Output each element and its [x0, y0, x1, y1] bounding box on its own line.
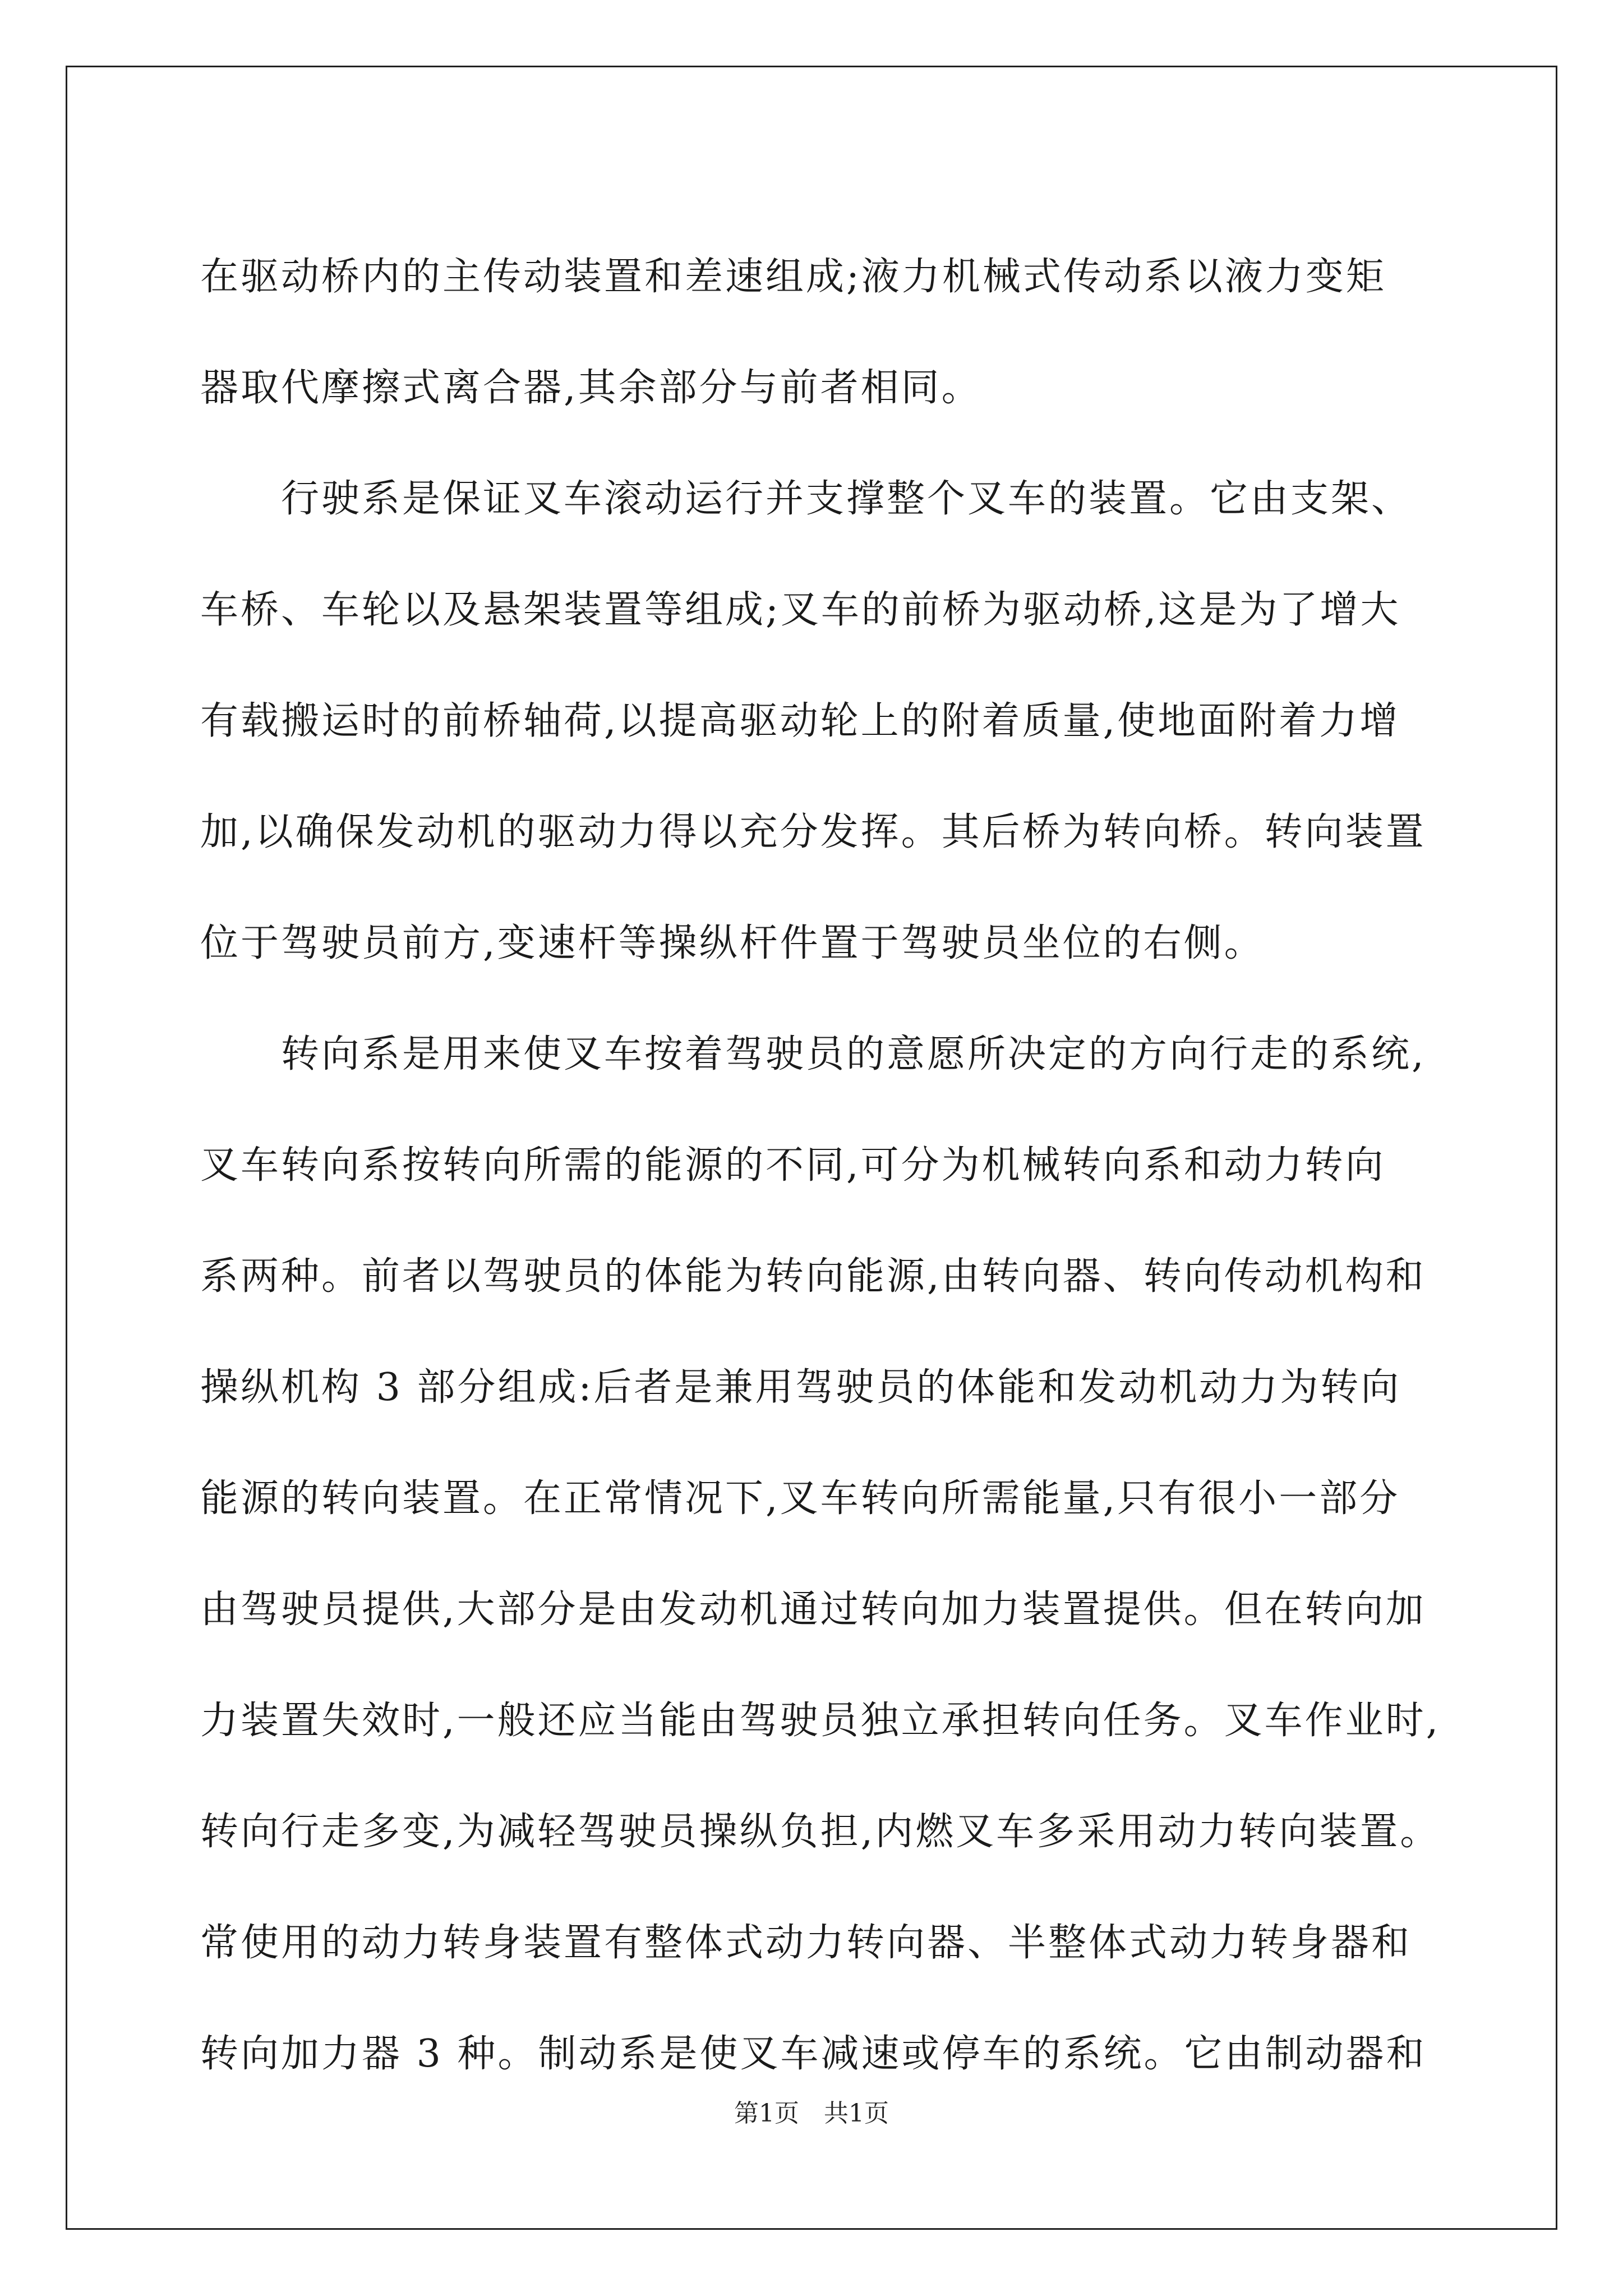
text-line: 转向加力器 3 种。制动系是使叉车减速或停车的系统。它由制动器和 — [200, 2032, 1427, 2076]
text-line: 转向行走多变,为减轻驾驶员操纵负担,内燃叉车多采用动力转向装置。 — [200, 1810, 1441, 1854]
text-line: 位于驾驶员前方,变速杆等操纵杆件置于驾驶员坐位的右侧。 — [200, 921, 1265, 965]
text-line: 叉车转向系按转向所需的能源的不同,可分为机械转向系和动力转向 — [200, 1143, 1386, 1188]
body-text — [200, 222, 1441, 2110]
text-line: 力装置失效时,一般还应当能由驾驶员独立承担转向任务。叉车作业时, — [200, 1699, 1441, 1743]
text-line: 加,以确保发动机的驱动力得以充分发挥。其后桥为转向桥。转向装置 — [200, 810, 1426, 854]
text-line: 车桥、车轮以及悬架装置等组成;叉车的前桥为驱动桥,这是为了增大 — [200, 588, 1401, 632]
text-line: 由驾驶员提供,大部分是由发动机通过转向加力装置提供。但在转向加 — [200, 1588, 1426, 1632]
text-line: 器取代摩擦式离合器,其余部分与前者相同。 — [200, 366, 982, 410]
page-number: 第1页 共1页 — [734, 2099, 889, 2128]
text-line: 系两种。前者以驾驶员的体能为转向能源,由转向器、转向传动机构和 — [200, 1254, 1426, 1299]
text-line: 行驶系是保证叉车滚动运行并支撑整个叉车的装置。它由支架、 — [200, 477, 1412, 521]
text-line: 能源的转向装置。在正常情况下,叉车转向所需能量,只有很小一部分 — [200, 1476, 1400, 1521]
text-line: 操纵机构 3 部分组成:后者是兼用驾驶员的体能和发动机动力为转向 — [200, 1365, 1401, 1410]
text-line: 常使用的动力转身装置有整体式动力转向器、半整体式动力转身器和 — [200, 1921, 1412, 1965]
text-line: 有载搬运时的前桥轴荷,以提高驱动轮上的附着质量,使地面附着力增 — [200, 699, 1400, 743]
text-line: 转向系是用来使叉车按着驾驶员的意愿所决定的方向行走的系统, — [200, 1032, 1426, 1076]
text-line: 在驱动桥内的主传动装置和差速组成;液力机械式传动系以液力变矩 — [200, 255, 1386, 299]
